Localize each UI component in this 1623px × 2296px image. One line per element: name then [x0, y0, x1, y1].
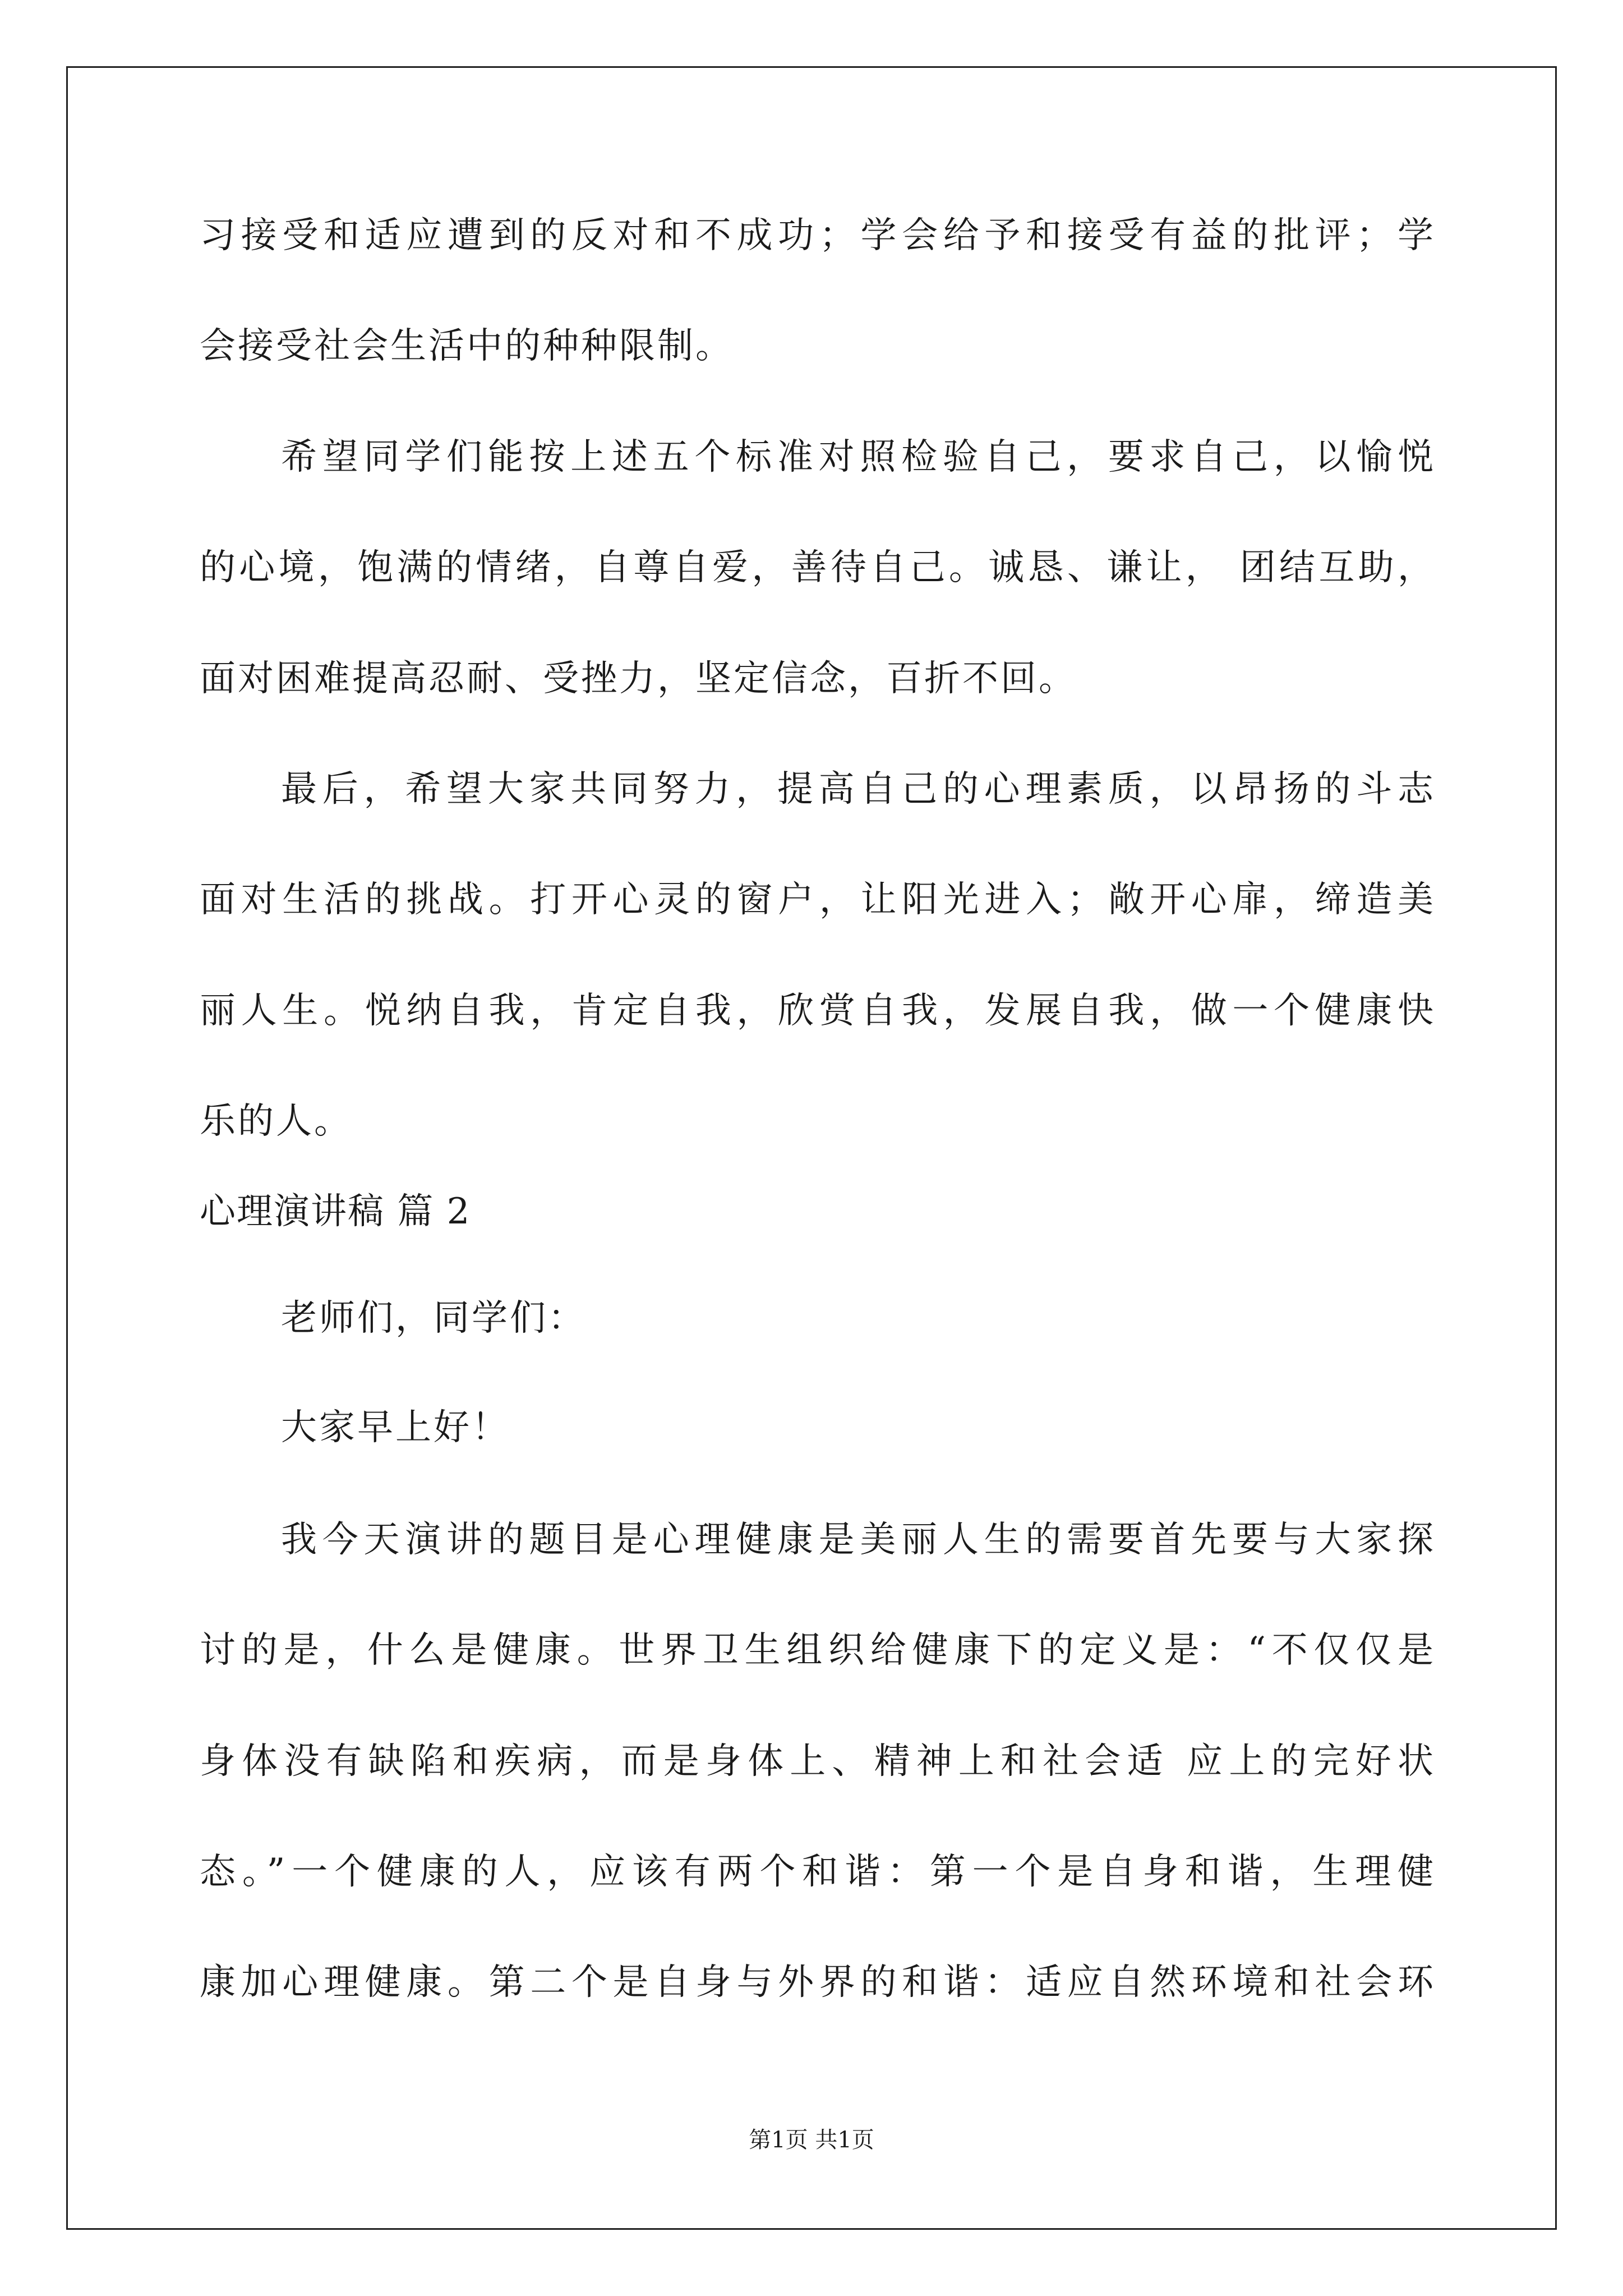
paragraph-line: 身体没有缺陷和疾病，而是身体上、精神上和社会适 应上的完好状	[200, 1741, 1433, 1782]
paragraph-line: 乐的人。	[200, 1101, 352, 1142]
paragraph-line: 习接受和适应遭到的反对和不成功；学会给予和接受有益的批评；学	[200, 215, 1433, 256]
greeting-line: 老师们，同学们：	[281, 1297, 586, 1339]
paragraph-line: 希望同学们能按上述五个标准对照检验自己，要求自己，以愉悦	[281, 436, 1433, 478]
paragraph-line: 最后，希望大家共同努力，提高自己的心理素质，以昂扬的斗志	[281, 769, 1433, 810]
paragraph-line: 面对生活的挑战。打开心灵的窗户，让阳光进入；敞开心扉，缔造美	[200, 879, 1433, 921]
paragraph-line: 我今天演讲的题目是心理健康是美丽人生的需要首先要与大家探	[281, 1519, 1433, 1561]
paragraph-line: 面对困难提高忍耐、受挫力，坚定信念，百折不回。	[200, 658, 1077, 700]
paragraph-line: 的心境，饱满的情绪，自尊自爱，善待自己。诚恳、谦让， 团结互助，	[200, 547, 1433, 588]
page-footer: 第1页 共1页	[749, 2127, 874, 2153]
paragraph-line: 会接受社会生活中的种种限制。	[200, 325, 734, 367]
paragraph-line: 康加心理健康。第二个是自身与外界的和谐：适应自然环境和社会环	[200, 1962, 1433, 2003]
paragraph-line: 态。”一个健康的人，应该有两个和谐：第一个是自身和谐，生理健	[200, 1851, 1433, 1893]
paragraph-line: 丽人生。悦纳自我，肯定自我，欣赏自我，发展自我，做一个健康快	[200, 990, 1433, 1032]
page-border	[66, 66, 1557, 2230]
greeting-line: 大家早上好！	[281, 1407, 510, 1448]
paragraph-line: 讨的是，什么是健康。世界卫生组织给健康下的定义是：“不仅仅是	[200, 1630, 1433, 1671]
section-heading: 心理演讲稿 篇 2	[200, 1191, 471, 1232]
